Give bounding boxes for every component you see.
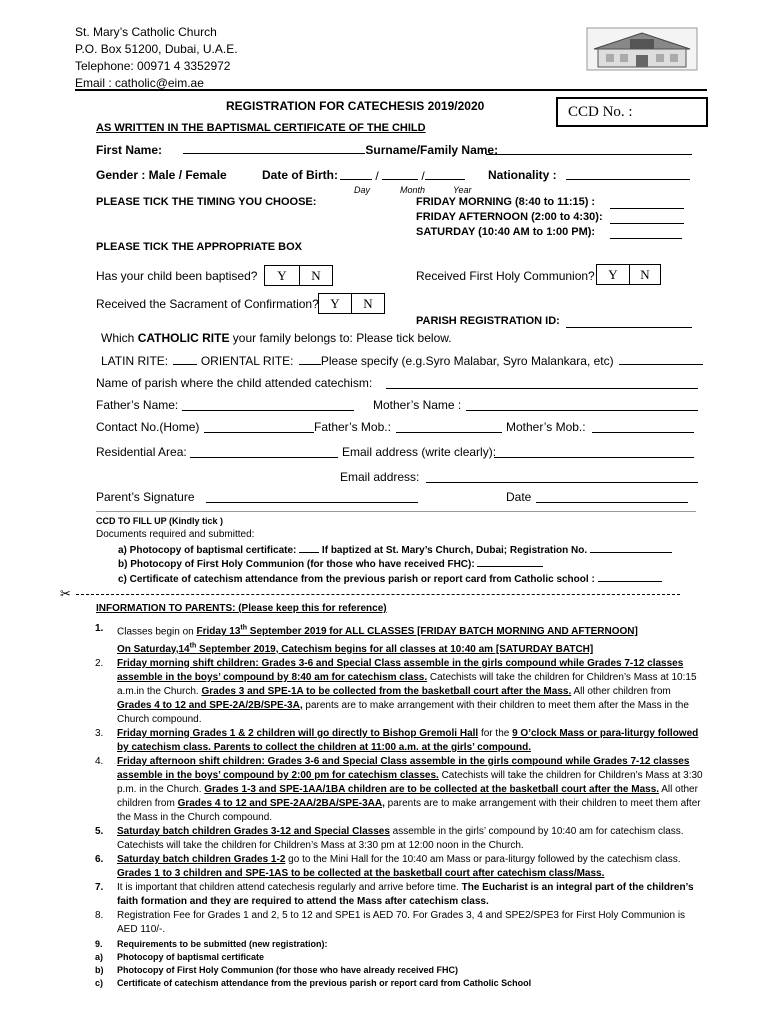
ccd-item-c <box>118 572 662 585</box>
church-email: Email : catholic@eim.ae <box>75 76 204 90</box>
specify-label: Please specify (e.g.Syro Malabar, Syro Malankara, etc) <box>320 354 614 368</box>
ccd-no-box[interactable] <box>556 97 708 127</box>
ccd-item-b-field[interactable] <box>477 557 543 567</box>
info-item-5: 5. Saturday batch children Grades 3-12 and Special Classes assemble in the girls’ compound by 10:40 am for catechism class. Catechists will take the children for Children’s Mass at 3:30 pm at 12:00 noon in the Church. <box>95 825 684 851</box>
info-item-8 <box>95 909 707 937</box>
email-clear-label: Email address (write clearly): <box>342 445 497 459</box>
tick-box-label: PLEASE TICK THE APPROPRIATE BOX <box>96 241 302 253</box>
info-item-8-text: Registration Fee for Grades 1 and 2, 5 to 12 and SPE1 is AED 70. For Grades 3, 4 and SPE2/SPE3 for First Holy Communion is AED 110/-. <box>117 909 686 935</box>
info-item-num: 7. <box>95 881 104 893</box>
dob-fields[interactable]: / / <box>340 168 465 183</box>
ccd-item-a-field[interactable] <box>299 543 319 553</box>
email-clear-field[interactable] <box>494 446 694 458</box>
nationality-field[interactable] <box>566 168 690 180</box>
dob-day-field[interactable] <box>340 168 372 180</box>
parish-reg-field[interactable] <box>566 316 692 328</box>
confirmation-yn-box[interactable] <box>318 293 385 314</box>
ccd-heading: CCD TO FILL UP (Kindly tick ) <box>96 516 224 526</box>
baptised-no[interactable]: N <box>299 266 332 285</box>
rite-question <box>101 331 452 345</box>
requirement-b <box>95 964 707 977</box>
info-item-4: 4. Friday afternoon shift children: Grades 3-6 and Special Class assemble in the girls compound while Grades 7-12 classes assemble in the boys’ compound by 2:00 pm for catechism classes. Catechists will take the children for Children’s Mass at 3:30 p.m. in the Church. Grades 1-3 and SPE-1AA/1BA children are to be collected at the basketball court after the Mass. All other children from Grades 4 to 12 and SPE-2AA/2BA/SPE-3AA, parents are to make arrangement with their children to meet them after the Mass in the Church compound. <box>95 755 703 823</box>
ccd-item-a-label: a) Photocopy of baptismal certificate: <box>118 545 297 556</box>
dob-year-field[interactable] <box>425 168 465 180</box>
baptised-yn-box[interactable] <box>264 265 333 286</box>
rite-q-bold: CATHOLIC RITE <box>137 331 230 345</box>
form-divider <box>96 511 696 512</box>
communion-no[interactable]: N <box>629 265 660 284</box>
father-mob-label: Father’s Mob.: <box>314 420 391 434</box>
oriental-rite-field[interactable] <box>299 353 321 365</box>
timing-friday-afternoon: FRIDAY AFTERNOON (2:00 to 4:30): <box>416 211 603 223</box>
contact-home-field[interactable] <box>204 421 314 433</box>
info-item-num: 2. <box>95 657 104 669</box>
parish-name-field[interactable] <box>386 377 698 389</box>
baptised-yes[interactable]: Y <box>277 267 287 283</box>
timing-saturday: SATURDAY (10:40 AM to 1:00 PM): <box>416 226 596 238</box>
specify-field[interactable] <box>619 353 703 365</box>
surname-field[interactable] <box>486 143 692 155</box>
email2-label: Email address: <box>340 470 420 484</box>
header-divider <box>75 89 707 91</box>
requirement-text: Certificate of catechism attendance from the previous parish or report card from Catholic School <box>117 977 532 988</box>
church-name: St. Mary’s Catholic Church <box>75 25 217 39</box>
mother-mob-label: Mother’s Mob.: <box>506 420 586 434</box>
info-item-3: 3. Friday morning Grades 1 & 2 children will go directly to Bishop Gremoli Hall for the 9 O’clock Mass or para-liturgy followed by catechism class. Parents to collect the children at 11:00 a.m. at the girls’ compound. <box>95 727 699 753</box>
rite-row <box>101 353 703 368</box>
form-title: REGISTRATION FOR CATECHESIS 2019/2020 <box>226 99 485 113</box>
ccd-no-label: CCD No. : <box>568 103 633 120</box>
info-item-7: 7. It is important that children attend catechesis regularly and arrive before time. The Eucharist is an integral part of the children’s faith formation and they are required to attend the Mass after catechism class. <box>95 881 694 907</box>
timing-saturday-field[interactable] <box>610 227 682 239</box>
timing-friday-afternoon-field[interactable] <box>610 212 684 224</box>
ccd-item-a <box>118 543 672 556</box>
nationality-label: Nationality : <box>488 168 557 182</box>
surname-label: Surname/Family Name: <box>365 143 499 157</box>
communion-yn-box[interactable] <box>596 264 661 285</box>
dob-month-caption: Month <box>400 185 426 195</box>
info-heading: INFORMATION TO PARENTS: (Please keep this for reference) <box>96 603 387 614</box>
dob-month-field[interactable] <box>382 168 418 180</box>
info-list <box>95 622 707 990</box>
requirement-num: a) <box>95 951 104 962</box>
residential-field[interactable] <box>190 446 338 458</box>
mother-name-label: Mother’s Name : <box>373 398 462 412</box>
father-name-label: Father’s Name: <box>96 398 179 412</box>
info-item-num: 3. <box>95 727 104 739</box>
parent-signature-label: Parent’s Signature <box>96 490 195 504</box>
info-item-9-text: Requirements to be submitted (new registration): <box>117 938 328 949</box>
gender-label[interactable]: Gender : Male / Female <box>96 168 227 182</box>
mother-mob-field[interactable] <box>592 421 694 433</box>
dob-day-caption: Day <box>354 185 371 195</box>
dob-label: Date of Birth: <box>262 168 338 182</box>
requirement-text: Photocopy of baptismal certificate <box>117 951 265 962</box>
parish-reg-label: PARISH REGISTRATION ID: <box>416 315 560 327</box>
oriental-rite-label: ORIENTAL RITE: <box>200 354 294 368</box>
info-item-num: 6. <box>95 853 104 865</box>
timing-friday-morning-field[interactable] <box>610 197 684 209</box>
requirement-num: b) <box>95 964 104 975</box>
info-item-1b: On Saturday,14th September 2019, Catechism begins for all classes at 10:40 am [SATURDAY BATCH] <box>117 642 594 655</box>
ccd-docs-label: Documents required and submitted: <box>96 529 255 540</box>
timing-label: PLEASE TICK THE TIMING YOU CHOOSE: <box>96 196 317 208</box>
requirement-num: c) <box>95 977 104 988</box>
info-item-9 <box>95 937 707 951</box>
ccd-item-c-label: c) Certificate of catechism attendance from the previous parish or report card from Catholic school : <box>118 574 595 585</box>
confirmation-yes[interactable]: Y <box>330 295 340 311</box>
requirement-a <box>95 951 707 964</box>
parent-signature-field[interactable] <box>206 491 418 503</box>
timing-friday-morning: FRIDAY MORNING (8:40 to 11:15) : <box>416 196 596 208</box>
ccd-item-c-field[interactable] <box>598 572 662 582</box>
church-building-logo <box>586 27 698 71</box>
church-telephone: Telephone: 00971 4 3352972 <box>75 59 231 73</box>
rite-q-prefix: Which <box>101 331 138 345</box>
father-name-field[interactable] <box>182 399 354 411</box>
parish-name-label: Name of parish where the child attended catechism: <box>96 376 373 390</box>
info-item-num: 4. <box>95 755 104 767</box>
ccd-item-a-mid: If baptized at St. Mary’s Church, Dubai; Registration No. <box>319 545 588 556</box>
requirement-text: Photocopy of First Holy Communion (for those who have already received FHC) <box>117 964 459 975</box>
ccd-item-b <box>118 557 543 570</box>
first-name-label: First Name: <box>96 143 163 157</box>
dob-year-caption: Year <box>453 185 472 195</box>
info-item-num: 9. <box>95 938 103 949</box>
info-item-6: 6. Saturday batch children Grades 1-2 go to the Mini Hall for the 10:40 am Mass or para-liturgy followed by the catechism class. Grades 1 to 3 children and SPE-1AS to be collected at the basketball court after catechism class/Mass. <box>95 853 681 879</box>
church-address: P.O. Box 51200, Dubai, U.A.E. <box>75 42 238 56</box>
confirmation-question: Received the Sacrament of Confirmation? <box>96 297 319 311</box>
date-field[interactable] <box>536 491 688 503</box>
date-label: Date <box>506 490 532 504</box>
contact-home-label: Contact No.(Home) <box>96 420 200 434</box>
cut-line <box>76 594 680 595</box>
mother-name-field[interactable] <box>466 399 698 411</box>
latin-rite-field[interactable] <box>173 353 197 365</box>
baptismal-note: AS WRITTEN IN THE BAPTISMAL CERTIFICATE OF THE CHILD <box>96 122 426 134</box>
father-mob-field[interactable] <box>396 421 502 433</box>
info-item-num: 1. <box>95 623 104 634</box>
ccd-item-b-label: b) Photocopy of First Holy Communion (for those who have received FHC): <box>118 559 475 570</box>
confirmation-no[interactable]: N <box>351 294 384 313</box>
residential-label: Residential Area: <box>96 445 187 459</box>
info-item-num: 5. <box>95 825 104 837</box>
email2-field[interactable] <box>426 471 698 483</box>
baptised-question: Has your child been baptised? <box>96 269 258 283</box>
communion-yes[interactable]: Y <box>608 266 618 282</box>
requirement-c <box>95 977 707 990</box>
rite-q-suffix: your family belongs to: Please tick below. <box>229 331 452 345</box>
info-item-1: 1. Classes begin on Friday 13th September 2019 for ALL CLASSES [FRIDAY BATCH MORNING AND AFTERNOON] <box>95 623 638 638</box>
latin-rite-label: LATIN RITE: <box>101 354 169 368</box>
first-name-row <box>96 142 498 157</box>
scissors-icon: ✂ <box>60 586 71 601</box>
info-item-2: 2. Friday morning shift children: Grades 3-6 and Special Class assemble in the girls compound while Grades 7-12 classes assemble in the boys’ compound by 8:40 am for catechism class. Catechists will take the children for Children’s Mass at 10:15 a.m.in the Church. Grades 3 and SPE-1A to be collected from the basketball court after the Mass. All other children from Grades 4 to 12 and SPE-2A/2B/SPE-3A, parents are to make arrangement with their children to meet them after the Mass in the Church compound. <box>95 657 697 725</box>
ccd-registration-no-field[interactable] <box>590 543 672 553</box>
first-name-field[interactable] <box>183 142 365 154</box>
communion-question: Received First Holy Communion? <box>416 269 595 283</box>
info-item-num: 8. <box>95 909 104 921</box>
